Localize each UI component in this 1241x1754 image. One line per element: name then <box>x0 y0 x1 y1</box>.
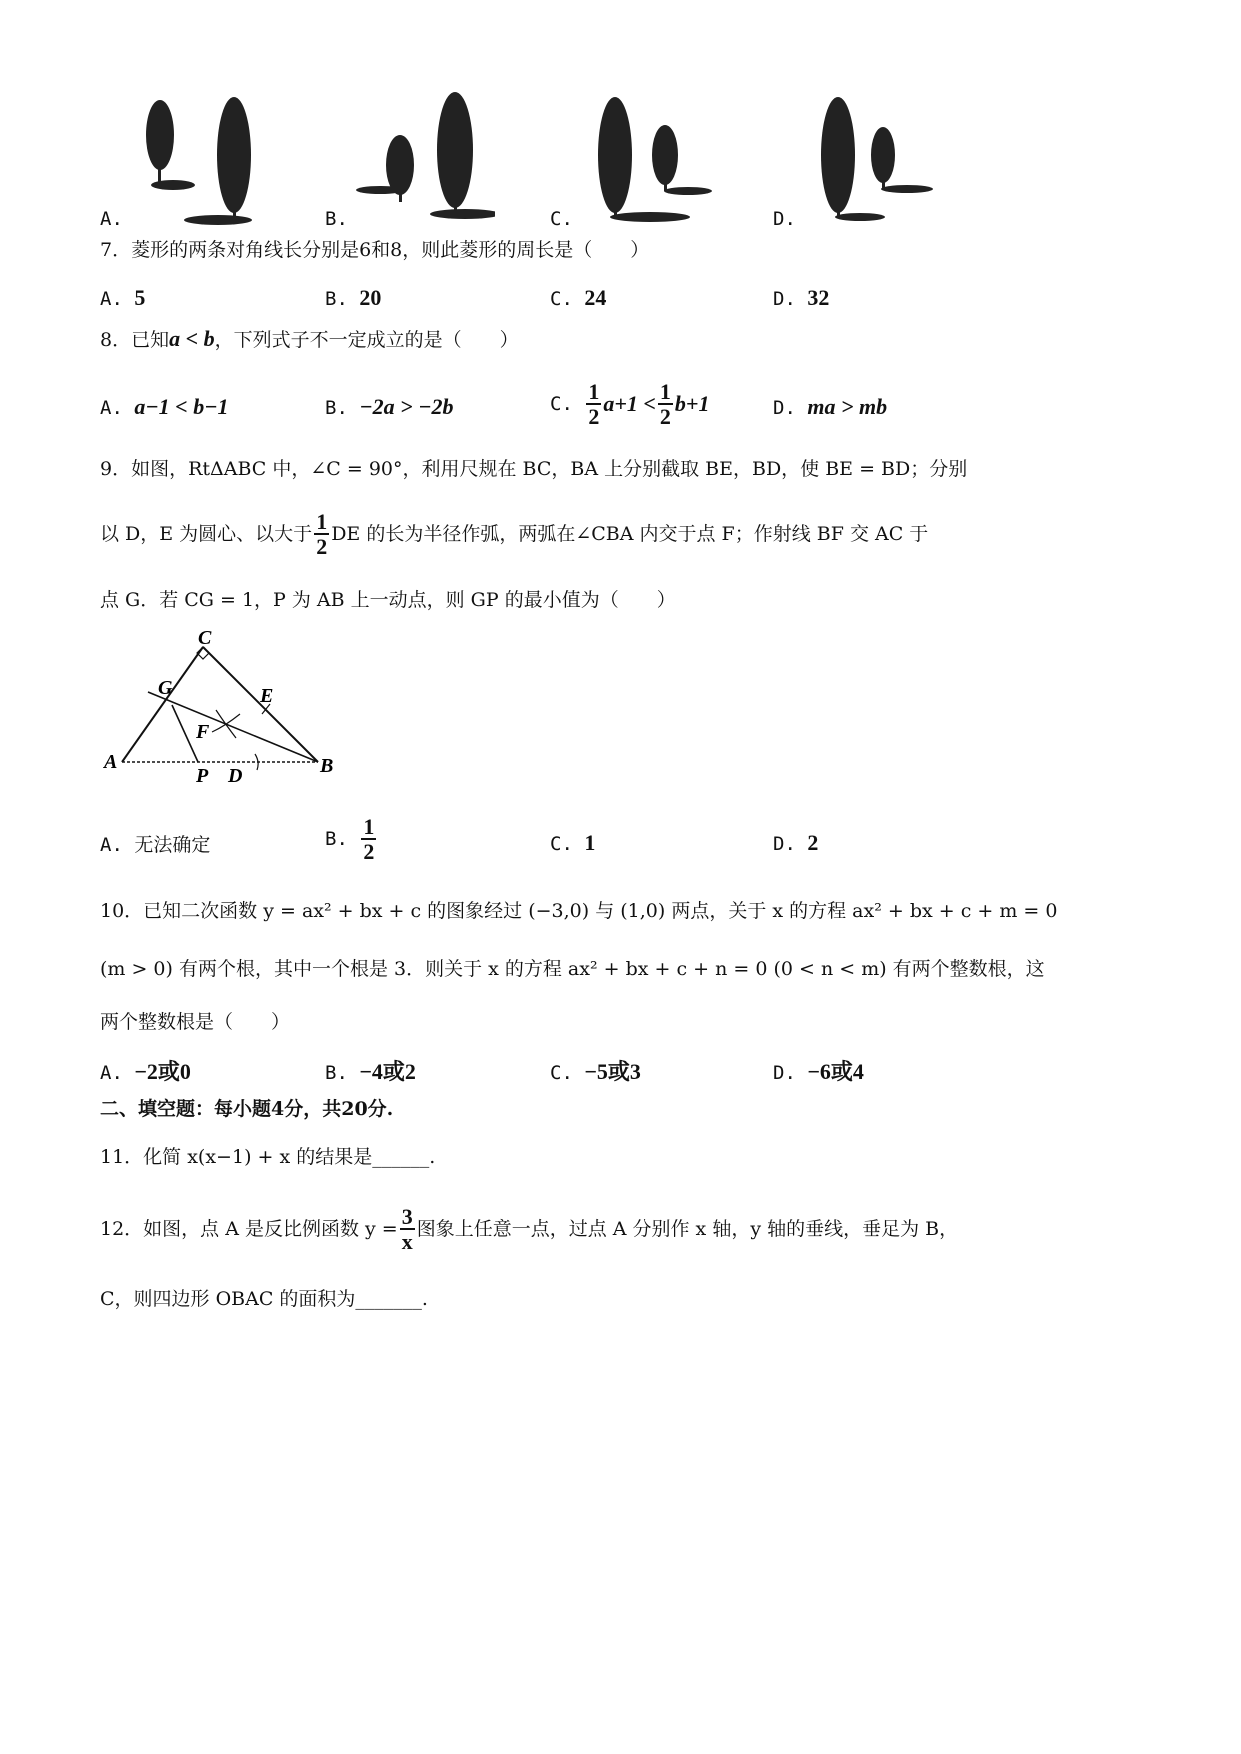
question-9-line-3: 点 G．若 CG = 1，P 为 AB 上一动点，则 GP 的最小值为（ ） <box>100 589 676 611</box>
q9-option-c[interactable]: C. 1 <box>550 830 596 855</box>
triangle-figure <box>100 630 345 790</box>
question-9-line-2: 以 D，E 为圆心、以大于 $\frac{1}{2}$ DE 的长为半径作弧，两弧在∠CBA 内交于点 F；作射线 BF 交 AC 于 <box>100 509 929 560</box>
tree-option-c-label[interactable]: C. <box>550 208 573 230</box>
tree-option-c-image <box>590 95 720 225</box>
question-8-stem: 8．已知a < b，下列式子不一定成立的是（ ） <box>100 326 519 351</box>
tree-option-a-image <box>138 95 268 225</box>
q10-option-c[interactable]: C. −5或3 <box>550 1059 641 1084</box>
q9-option-a[interactable]: A. 无法确定 <box>100 834 211 856</box>
label-c: C <box>198 630 212 649</box>
section-2-title: 二、填空题：每小题4分，共20分. <box>100 1098 394 1120</box>
q10-option-b[interactable]: B. −4或2 <box>325 1059 416 1084</box>
fraction-half: $\frac{1}{2}$ <box>588 379 600 430</box>
label-a: A <box>104 751 118 773</box>
tree-option-d-image <box>805 95 940 225</box>
question-9-line-1: 9．如图，RtΔABC 中，∠C = 90°，利用尺规在 BC，BA 上分别截取 BE，BD，使 BE = BD；分别 <box>100 458 968 480</box>
q8-option-c[interactable]: C. $\frac{1}{2}$ a+1 < $\frac{1}{2}$ b+1 <box>550 379 710 430</box>
q7-option-c[interactable]: C. 24 <box>550 285 607 310</box>
fraction-3-over-x: $\frac{3}{x}$ <box>401 1204 413 1255</box>
question-12-line-2: C，则四边形 OBAC 的面积为_______. <box>100 1288 428 1310</box>
q8-option-b[interactable]: B. −2a > −2b <box>325 394 454 419</box>
q9-option-d[interactable]: D. 2 <box>773 830 819 855</box>
question-10-line-2: (m > 0) 有两个根，其中一个根是 3．则关于 x 的方程 ax² + bx + c + n = 0 (0 < n < m) 有两个整数根，这 <box>100 958 1045 980</box>
tree-option-d-label[interactable]: D. <box>773 208 796 230</box>
fraction-half: $\frac{1}{2}$ <box>659 379 671 430</box>
question-10-line-1: 10．已知二次函数 y = ax² + bx + c 的图象经过 (−3,0) 与 (1,0) 两点，关于 x 的方程 ax² + bx + c + m = 0 <box>100 900 1058 922</box>
label-b: B <box>320 755 334 777</box>
q7-option-d[interactable]: D. 32 <box>773 285 830 310</box>
question-7-stem: 7．菱形的两条对角线长分别是6和8，则此菱形的周长是（ ） <box>100 239 650 261</box>
q10-option-a[interactable]: A. −2或0 <box>100 1059 191 1084</box>
tree-option-a-label[interactable]: A. <box>100 208 123 230</box>
question-10-line-3: 两个整数根是（ ） <box>100 1011 291 1033</box>
q7-option-a[interactable]: A. 5 <box>100 285 146 310</box>
q8-option-a[interactable]: A. a−1 < b−1 <box>100 394 229 419</box>
label-f: F <box>196 721 210 743</box>
question-12-line-1: 12．如图，点 A 是反比例函数 y = $\frac{3}{x}$ 图象上任意一点，过点 A 分别作 x 轴，y 轴的垂线，垂足为 B， <box>100 1204 959 1255</box>
fraction-half: $\frac{1}{2}$ <box>316 509 328 560</box>
label-p: P <box>196 765 209 787</box>
q10-option-d[interactable]: D. −6或4 <box>773 1059 864 1084</box>
fraction-half: $\frac{1}{2}$ <box>363 814 375 865</box>
label-e: E <box>260 685 274 707</box>
question-11: 11．化简 x(x−1) + x 的结果是______. <box>100 1146 436 1168</box>
q8-option-d[interactable]: D. ma > mb <box>773 394 888 419</box>
tree-option-b-image <box>355 90 495 220</box>
q9-option-b[interactable]: B. $\frac{1}{2}$ <box>325 814 375 865</box>
q7-option-b[interactable]: B. 20 <box>325 285 382 310</box>
label-d: D <box>228 765 243 787</box>
tree-option-b-label[interactable]: B. <box>325 208 348 230</box>
label-g: G <box>158 677 173 699</box>
